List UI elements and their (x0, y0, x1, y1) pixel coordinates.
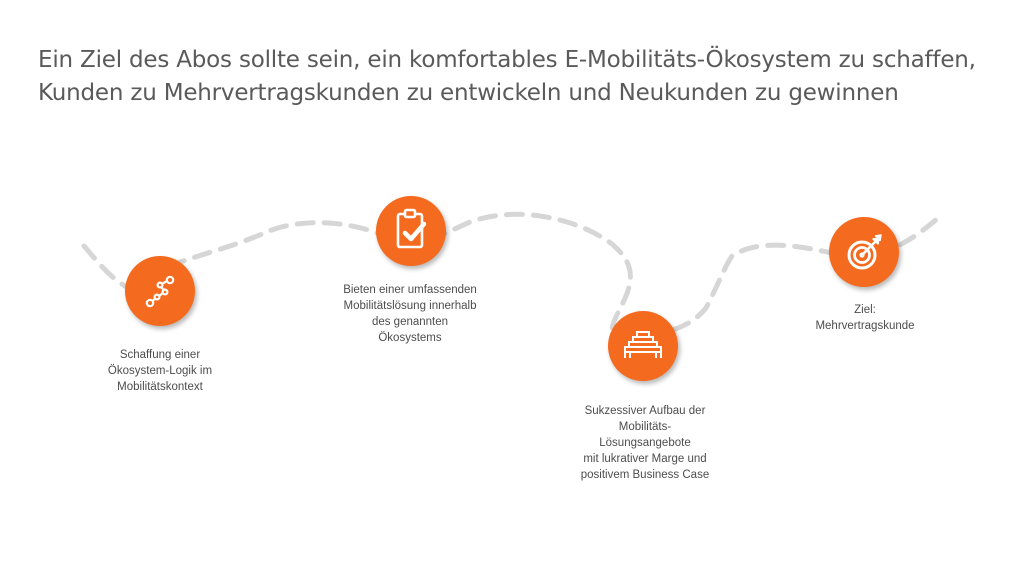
title-line-2: Kunden zu Mehrvertragskunden zu entwickeln und Neukunden zu gewinnen (38, 80, 899, 106)
stairs-icon (608, 311, 678, 381)
step-1-circle (125, 256, 195, 326)
title-line-1: Ein Ziel des Abos sollte sein, ein komfortables E-Mobilitäts-Ökosystem zu schaffen, (38, 47, 976, 73)
step-4-label: Ziel: Mehrvertragskunde (815, 304, 915, 332)
step-1-label: Schaffung einer Ökosystem-Logik im Mobilitätskontext (107, 349, 213, 393)
step-2-circle (376, 196, 446, 266)
target-arrow-icon (829, 217, 899, 287)
step-4-circle (829, 217, 899, 287)
network-nodes-icon (125, 256, 195, 326)
step-2-label: Bieten einer umfassenden Mobilitätslösung innerhalb des genannten Ökosystems (343, 284, 477, 344)
clipboard-check-icon (376, 196, 446, 266)
step-3-circle (608, 311, 678, 381)
step-3-label: Sukzessiver Aufbau der Mobilitäts- Lösungsangebote mit lukrativer Marge und positivem Business Case (580, 405, 710, 481)
